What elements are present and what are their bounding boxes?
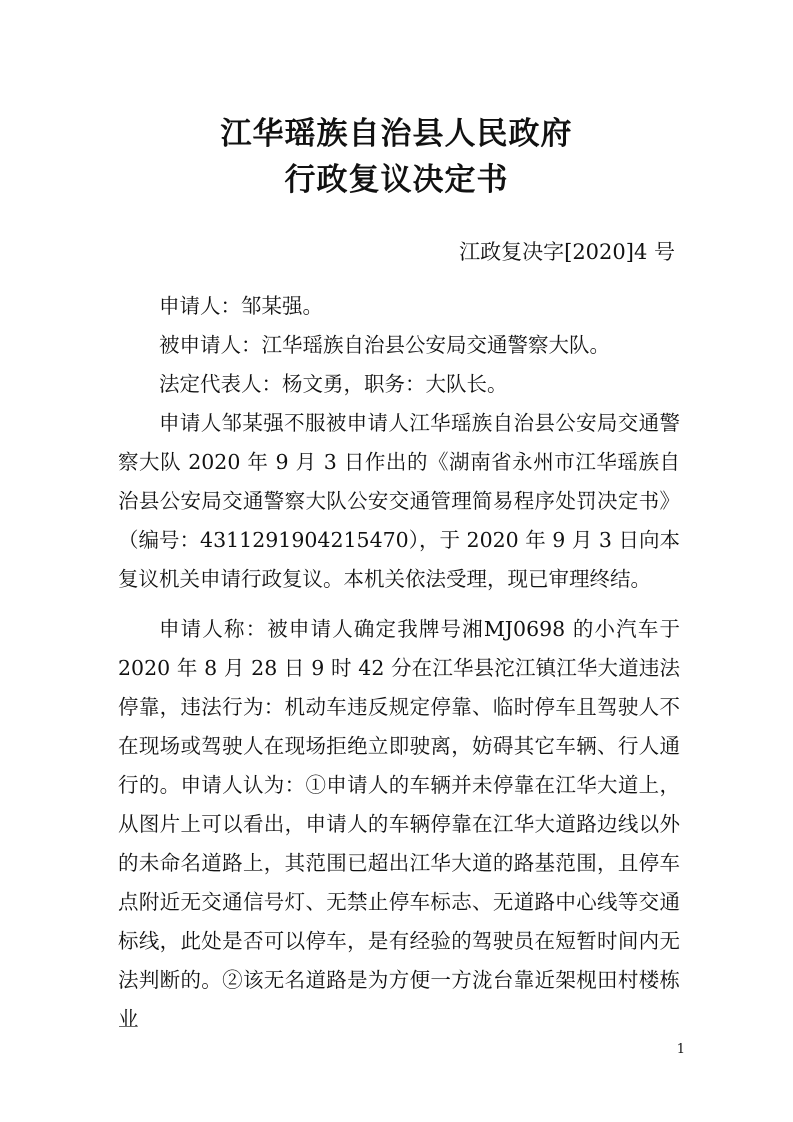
page-number: 1 bbox=[676, 1042, 685, 1057]
representative-line: 法定代表人：杨文勇，职务：大队长。 bbox=[159, 372, 508, 396]
respondent-line: 被申请人：江华瑶族自治县公安局交通警察大队。 bbox=[159, 333, 610, 357]
applicant-line: 申请人：邹某强。 bbox=[159, 294, 323, 318]
intro-paragraph: 申请人邹某强不服被申请人江华瑶族自治县公安局交通警察大队 2020 年 9 月 3 日作出的《湖南省永州市江华瑶族自治县公安局交通警察大队公安交通管理简易程序处罚决定书》（编号：4311291904215470），于 2020 年 9 月 3 日向本复议机关申请行政复议。本机关依法受理，现已审理终结。 bbox=[118, 411, 680, 591]
claim-paragraph: 申请人称：被申请人确定我牌号湘MJ0698 的小汽车于 2020 年 8 月 28 日 9 时 42 分在江华县沱江镇江华大道违法停靠，违法行为：机动车违反规定停靠、临时停车且驾驶人不在现场或驾驶人在现场拒绝立即驶离，妨碍其它车辆、行人通行的。申请人认为：①申请人的车辆并未停靠在江华大道上，从图片上可以看出，申请人的车辆停靠在江华大道路边线以外的未命名道路上，其范围已超出江华大道的路基范围，且停车点附近无交通信号灯、无禁止停车标志、无道路中心线等交通标线，此处是否可以停车，是有经验的驾驶员在短暂时间内无法判断的。②该无名道路是为方便一方泷台靠近架枧田村楼栋业 bbox=[118, 617, 680, 1031]
document-number: 江政复决字[2020]4 号 bbox=[459, 240, 675, 264]
document-title-line1: 江华瑶族自治县人民政府 bbox=[220, 116, 573, 152]
document-title-line2: 行政复议决定书 bbox=[284, 162, 509, 198]
